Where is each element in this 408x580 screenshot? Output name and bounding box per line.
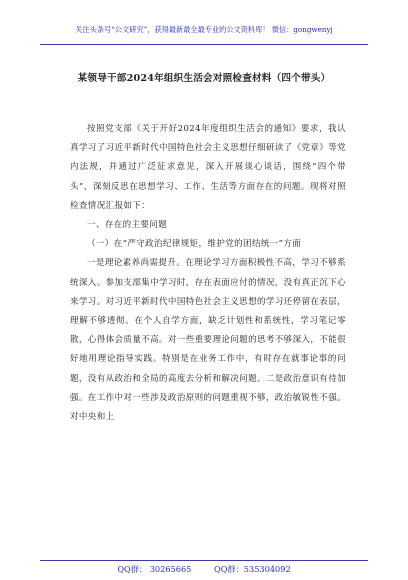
- footer-qq-banner: [40, 560, 368, 577]
- header-promo-banner: [40, 22, 368, 45]
- intro-paragraph: 按照党支部《关于开好2024年度组织生活会的通知》要求，我认真学习了习近平新时代中国特色社会主义思想仔细研读了《党章》等党内法规，并通过广泛征求意见，深入开展谈心谈话，围绕“四个带头”，深刻反思在思想学习、工作、生活等方面存在的问题。现将对照检查情况汇报如下：: [70, 124, 346, 211]
- document-title: 某领导干部2024年组织生活会对照检查材料（四个带头）: [77, 73, 331, 84]
- header-promo-text: 关注头条号“公文研究”，获得最新最全最专业的公文资料库！ 微信：gongwenyj: [75, 25, 333, 34]
- section-heading: 一、存在的主要问题: [87, 220, 168, 231]
- body-paragraph: 一是理论素养尚需提升。在理论学习方面积极性不高，学习不够系统深入。参加支部集中学习时，存在表面应付的情况，没有真正沉下心来学习。对习近平新时代中国特色社会主义思想的学习还停留在表层，理解不够透彻。在个人自学方面，缺乏计划性和系统性，学习笔记零散，心得体会质量不高。对一些重要理论问题的思考不够深入，不能很好地用理论指导实践。特别是在业务工作中，有时存在就事论事的问题，没有从政治和全局的高度去分析和解决问题。二是政治意识有待加强。在工作中对一些涉及政治原则的问题重视不够，政治敏锐性不强。对中央和上: [70, 258, 346, 423]
- document-body: [70, 120, 346, 427]
- footer-qq-group-2: QQ群：535304092: [214, 564, 291, 574]
- subsection-heading: （一）在“严守政治纪律规矩，维护党的团结统一”方面: [87, 239, 302, 250]
- footer-qq-group-1: QQ群： 30265665: [117, 564, 192, 574]
